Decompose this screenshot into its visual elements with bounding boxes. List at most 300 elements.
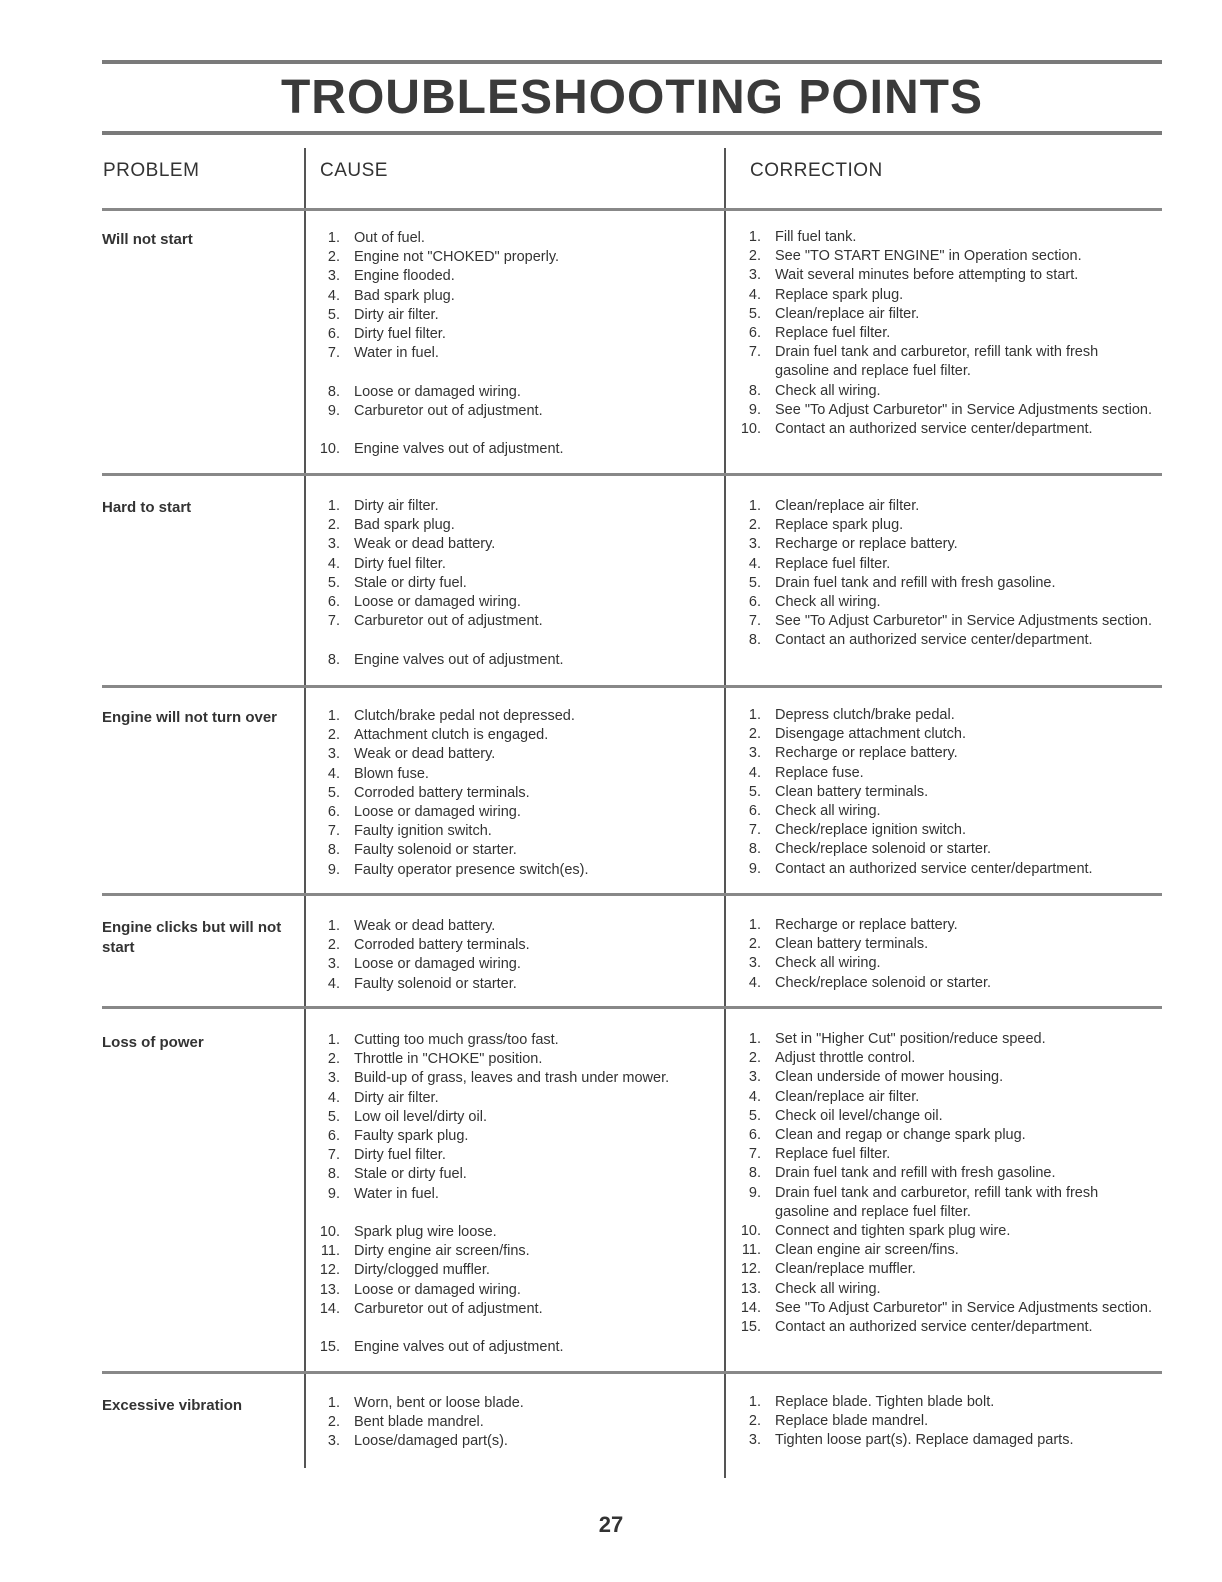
item-number: 2. [748, 248, 761, 265]
item-number: 3. [748, 536, 761, 553]
item-number: 7. [748, 613, 761, 630]
item-number: 8. [748, 1165, 761, 1182]
list-item [733, 954, 1153, 973]
list-item [733, 1260, 1153, 1279]
item-text: See "To Adjust Carburetor" in Service Adjustments section. [775, 1299, 1153, 1316]
item-text: Worn, bent or loose blade. [354, 1395, 524, 1411]
item-number: 1. [327, 1032, 340, 1048]
item-text: Spark plug wire loose. [354, 1224, 497, 1241]
list-item [312, 440, 717, 459]
row-separator [102, 893, 1162, 896]
list-item [312, 917, 717, 936]
item-number: 2. [327, 727, 340, 744]
item-text: Throttle in "CHOKE" position. [354, 1051, 543, 1068]
item-text: Replace blade. Tighten blade bolt. [775, 1394, 995, 1410]
page-title: TROUBLESHOOTING POINTS [280, 71, 983, 124]
list-item [312, 955, 717, 974]
item-text: Water in fuel. [354, 1185, 439, 1202]
problem-will-not-start: Will not start [102, 231, 193, 248]
list-item [733, 1030, 1153, 1049]
list-item [312, 745, 717, 764]
list-item [733, 266, 1153, 285]
item-number: 6. [327, 1128, 340, 1145]
list-item [312, 803, 717, 822]
item-number: 5. [748, 574, 761, 591]
list-item [733, 1145, 1153, 1164]
item-number: 3. [327, 1433, 340, 1450]
item-number: 10. [740, 1223, 761, 1240]
item-text: Loose/damaged part(s). [354, 1433, 508, 1450]
problem-hard-to-start: Hard to start [102, 499, 192, 516]
item-text: Stale or dirty fuel. [354, 574, 467, 591]
title-rule [102, 131, 1162, 135]
item-text: Drain fuel tank and refill with fresh gasoline. [775, 1165, 1056, 1182]
list-item [733, 574, 1153, 593]
list-item [312, 1050, 717, 1069]
item-text: Loose or damaged wiring. [354, 956, 521, 973]
item-number: 7. [327, 823, 340, 840]
item-number: 6. [327, 594, 340, 611]
item-number: 7. [327, 613, 340, 630]
list-item [733, 1412, 1153, 1431]
list-item [312, 1108, 717, 1127]
list-item [312, 344, 717, 363]
item-number: 5. [748, 783, 761, 800]
item-number: 10. [740, 421, 761, 438]
row-separator [102, 685, 1162, 688]
item-number: 14. [740, 1299, 761, 1316]
item-number: 1. [748, 1031, 761, 1047]
item-number: 10. [319, 1224, 340, 1241]
list-item [312, 497, 717, 516]
item-text: Faulty spark plug. [354, 1128, 469, 1145]
list-item [733, 247, 1153, 266]
item-text: Clean engine air screen/fins. [775, 1242, 959, 1259]
item-number: 6. [748, 1127, 761, 1144]
list-item [733, 821, 1153, 840]
item-text: Drain fuel tank and carburetor, refill tank with fresh gasoline and replace fuel filter. [775, 344, 1099, 380]
list-item [733, 516, 1153, 535]
item-text: Engine valves out of adjustment. [354, 441, 564, 458]
list-item [733, 1280, 1153, 1299]
list-item [312, 287, 717, 306]
item-number: 15. [319, 1339, 340, 1356]
item-number: 6. [748, 594, 761, 611]
list-item [733, 324, 1153, 343]
item-number: 5. [748, 305, 761, 322]
list-item [312, 1146, 717, 1165]
item-text: Faulty solenoid or starter. [354, 975, 517, 992]
item-number: 4. [327, 555, 340, 572]
list-item [312, 1185, 717, 1204]
list-item [733, 1164, 1153, 1183]
item-number: 1. [748, 498, 761, 514]
list-item [733, 725, 1153, 744]
item-text: See "To Adjust Carburetor" in Service Adjustments section. [775, 401, 1153, 418]
list-item [733, 706, 1153, 725]
item-number: 9. [748, 1184, 761, 1201]
list-item [312, 1031, 717, 1050]
item-number: 2. [748, 726, 761, 743]
item-text: Check all wiring. [775, 1280, 881, 1297]
problem-engine-will-not-turn-over: Engine will not turn over [102, 709, 278, 726]
item-text: Bad spark plug. [354, 517, 455, 534]
list-item [312, 516, 717, 535]
row-separator [102, 1371, 1162, 1374]
problem-engine-clicks: Engine clicks but will not start [102, 919, 282, 956]
item-text: Blown fuse. [354, 765, 429, 782]
item-number: 2. [748, 517, 761, 534]
item-number: 1. [327, 498, 340, 514]
header-correction: CORRECTION [750, 160, 883, 181]
item-number: 9. [327, 1185, 340, 1202]
item-text: Check/replace solenoid or starter. [775, 974, 991, 991]
item-text: Low oil level/dirty oil. [354, 1108, 487, 1125]
item-number: 9. [748, 860, 761, 877]
item-text: Clean underside of mower housing. [775, 1069, 1004, 1086]
item-text: Water in fuel. [354, 345, 439, 362]
item-number: 15. [740, 1319, 761, 1336]
list-item [312, 612, 717, 631]
correction-list [733, 1393, 1153, 1451]
list-item [312, 574, 717, 593]
item-number: 3. [748, 955, 761, 972]
item-text: Weak or dead battery. [354, 746, 496, 763]
item-number: 2. [327, 249, 340, 266]
item-number: 4. [327, 765, 340, 782]
list-item [312, 555, 717, 574]
list-item [733, 916, 1153, 935]
list-item [733, 1318, 1153, 1337]
correction-list [733, 228, 1153, 439]
item-text: Carburetor out of adjustment. [354, 1300, 543, 1317]
item-text: Replace spark plug. [775, 517, 904, 534]
correction-list [733, 1030, 1153, 1337]
item-number: 7. [748, 822, 761, 839]
item-number: 12. [740, 1261, 761, 1278]
item-number: 13. [319, 1281, 340, 1298]
list-item [312, 248, 717, 267]
item-number: 5. [327, 574, 340, 591]
item-text: Dirty/clogged muffler. [354, 1262, 490, 1279]
item-number: 3. [327, 268, 340, 285]
item-text: Out of fuel. [354, 230, 425, 246]
item-number: 7. [748, 344, 761, 361]
list-item [733, 1107, 1153, 1126]
item-text: Contact an authorized service center/department. [775, 421, 1093, 438]
cause-list [312, 917, 717, 994]
item-text: Engine valves out of adjustment. [354, 651, 564, 668]
item-text: Recharge or replace battery. [775, 745, 958, 762]
item-number: 5. [748, 1107, 761, 1124]
item-number: 5. [327, 306, 340, 323]
item-number: 1. [748, 229, 761, 245]
item-number: 2. [327, 517, 340, 534]
list-item [733, 631, 1153, 650]
item-number: 7. [748, 1146, 761, 1163]
item-text: Recharge or replace battery. [775, 536, 958, 553]
correction-list [733, 916, 1153, 993]
list-item [733, 1049, 1153, 1068]
divider-cause [304, 148, 306, 1468]
item-text: Check all wiring. [775, 594, 881, 611]
item-number: 3. [327, 536, 340, 553]
item-number: 3. [327, 746, 340, 763]
header-cause: CAUSE [320, 160, 388, 181]
item-text: Replace spark plug. [775, 286, 904, 303]
list-item [312, 1300, 717, 1319]
list-item [312, 325, 717, 344]
list-item [733, 497, 1153, 516]
item-number: 9. [748, 401, 761, 418]
list-item [312, 936, 717, 955]
item-text: Replace fuel filter. [775, 325, 891, 342]
item-number: 5. [327, 1108, 340, 1125]
divider-correction [724, 148, 726, 1478]
item-number: 5. [327, 784, 340, 801]
item-text: Replace blade mandrel. [775, 1413, 929, 1430]
item-number: 7. [327, 1147, 340, 1164]
item-text: Loose or damaged wiring. [354, 594, 521, 611]
list-item [733, 555, 1153, 574]
list-item [733, 401, 1153, 420]
list-item [733, 1068, 1153, 1087]
item-text: Check all wiring. [775, 382, 881, 399]
item-number: 7. [327, 345, 340, 362]
item-text: Dirty fuel filter. [354, 555, 446, 572]
item-number: 1. [327, 918, 340, 934]
cause-list [312, 497, 717, 670]
correction-list [733, 497, 1153, 651]
row-separator [102, 208, 1162, 211]
item-text: Loose or damaged wiring. [354, 1281, 521, 1298]
item-text: Contact an authorized service center/department. [775, 860, 1093, 877]
item-number: 1. [748, 1394, 761, 1410]
list-item [733, 420, 1153, 439]
list-item [733, 612, 1153, 631]
list-item [733, 1088, 1153, 1107]
item-number: 8. [748, 841, 761, 858]
list-item [733, 228, 1153, 247]
item-text: Engine not "CHOKED" properly. [354, 249, 560, 266]
item-text: Corroded battery terminals. [354, 784, 530, 801]
item-text: Check oil level/change oil. [775, 1107, 943, 1124]
list-item [733, 1431, 1153, 1450]
list-item [312, 822, 717, 841]
item-number: 9. [327, 861, 340, 878]
item-text: Build-up of grass, leaves and trash under mower. [354, 1070, 670, 1087]
item-number: 9. [327, 402, 340, 419]
item-number: 8. [327, 1166, 340, 1183]
item-number: 8. [327, 651, 340, 668]
list-item [312, 861, 717, 880]
item-text: Clutch/brake pedal not depressed. [354, 708, 575, 724]
item-number: 1. [327, 1395, 340, 1411]
list-item [312, 1432, 717, 1451]
list-item [733, 935, 1153, 954]
item-number: 3. [327, 956, 340, 973]
item-text: Dirty fuel filter. [354, 326, 446, 343]
item-text: Clean and regap or change spark plug. [775, 1127, 1026, 1144]
item-text: Wait several minutes before attempting to start. [775, 267, 1079, 284]
list-item [733, 840, 1153, 859]
item-text: Engine valves out of adjustment. [354, 1339, 564, 1356]
item-number: 3. [748, 267, 761, 284]
list-item [312, 1413, 717, 1432]
list-item [733, 1241, 1153, 1260]
item-number: 3. [748, 1432, 761, 1449]
list-item [733, 286, 1153, 305]
list-item [312, 1394, 717, 1413]
item-number: 8. [748, 382, 761, 399]
item-number: 8. [327, 383, 340, 400]
item-text: Drain fuel tank and carburetor, refill tank with fresh gasoline and replace fuel filter. [775, 1184, 1099, 1220]
item-number: 1. [327, 708, 340, 724]
item-number: 3. [748, 1069, 761, 1086]
list-item [733, 593, 1153, 612]
list-item [733, 974, 1153, 993]
row-separator [102, 1006, 1162, 1009]
list-item [733, 1222, 1153, 1241]
item-number: 4. [748, 555, 761, 572]
item-text: Engine flooded. [354, 268, 455, 285]
item-text: Weak or dead battery. [354, 536, 496, 553]
item-number: 8. [748, 632, 761, 649]
item-text: See "To Adjust Carburetor" in Service Adjustments section. [775, 613, 1153, 630]
item-text: Drain fuel tank and refill with fresh gasoline. [775, 574, 1056, 591]
item-text: Weak or dead battery. [354, 918, 496, 934]
list-item [312, 267, 717, 286]
item-text: Depress clutch/brake pedal. [775, 707, 955, 723]
item-text: See "TO START ENGINE" in Operation section. [775, 248, 1082, 265]
item-text: Bent blade mandrel. [354, 1414, 484, 1431]
item-text: Clean/replace air filter. [775, 1088, 920, 1105]
row-separator [102, 473, 1162, 476]
list-item [312, 383, 717, 402]
item-text: Clean/replace air filter. [775, 305, 920, 322]
item-number: 4. [748, 286, 761, 303]
item-text: Check all wiring. [775, 803, 881, 820]
list-item [312, 765, 717, 784]
list-item [312, 306, 717, 325]
list-item [312, 1089, 717, 1108]
list-item [312, 1069, 717, 1088]
item-number: 4. [748, 764, 761, 781]
item-number: 4. [748, 1088, 761, 1105]
item-number: 4. [327, 287, 340, 304]
list-item [733, 802, 1153, 821]
problem-loss-of-power: Loss of power [102, 1034, 204, 1051]
list-item [733, 382, 1153, 401]
item-number: 6. [748, 803, 761, 820]
item-number: 6. [327, 326, 340, 343]
list-item [733, 860, 1153, 879]
list-item [312, 707, 717, 726]
item-number: 4. [748, 974, 761, 991]
list-item [312, 1261, 717, 1280]
item-text: Connect and tighten spark plug wire. [775, 1223, 1011, 1240]
list-item [312, 1127, 717, 1146]
item-text: Attachment clutch is engaged. [354, 727, 549, 744]
list-item [733, 783, 1153, 802]
item-number: 6. [748, 325, 761, 342]
list-item [312, 229, 717, 248]
item-text: Check/replace solenoid or starter. [775, 841, 991, 858]
item-text: Faulty solenoid or starter. [354, 842, 517, 859]
item-text: Dirty air filter. [354, 1089, 439, 1106]
item-text: Cutting too much grass/too fast. [354, 1032, 559, 1048]
page-number: 27 [598, 1512, 624, 1537]
item-text: Clean battery terminals. [775, 783, 929, 800]
item-text: Adjust throttle control. [775, 1050, 916, 1067]
list-item [312, 651, 717, 670]
list-item [733, 535, 1153, 554]
item-number: 14. [319, 1300, 340, 1317]
item-number: 3. [327, 1070, 340, 1087]
item-text: Dirty fuel filter. [354, 1147, 446, 1164]
top-rule [102, 60, 1162, 64]
list-item [733, 1393, 1153, 1412]
list-item [733, 1126, 1153, 1145]
problem-excessive-vibration: Excessive vibration [102, 1397, 243, 1414]
item-text: Clean battery terminals. [775, 936, 929, 953]
item-text: Contact an authorized service center/department. [775, 632, 1093, 649]
cause-list [312, 1394, 717, 1452]
item-text: Clean/replace air filter. [775, 498, 920, 514]
cause-list [312, 1031, 717, 1357]
item-text: Bad spark plug. [354, 287, 455, 304]
item-text: Loose or damaged wiring. [354, 383, 521, 400]
list-item [312, 841, 717, 860]
item-number: 8. [327, 842, 340, 859]
list-item [312, 726, 717, 745]
list-item [312, 1165, 717, 1184]
list-item [733, 305, 1153, 324]
list-item [733, 343, 1153, 381]
correction-list [733, 706, 1153, 879]
list-item [312, 402, 717, 421]
item-number: 1. [327, 230, 340, 246]
item-text: Recharge or replace battery. [775, 917, 958, 933]
item-text: Clean/replace muffler. [775, 1261, 916, 1278]
item-number: 11. [741, 1242, 761, 1259]
item-text: Disengage attachment clutch. [775, 726, 967, 743]
item-number: 6. [327, 804, 340, 821]
list-item [312, 784, 717, 803]
item-number: 1. [748, 917, 761, 933]
item-number: 4. [327, 975, 340, 992]
item-number: 13. [740, 1280, 761, 1297]
item-text: Contact an authorized service center/department. [775, 1319, 1093, 1336]
list-item [312, 593, 717, 612]
item-number: 10. [319, 441, 340, 458]
item-number: 11. [320, 1243, 340, 1260]
item-text: Stale or dirty fuel. [354, 1166, 467, 1183]
item-number: 12. [319, 1262, 340, 1279]
item-text: Replace fuel filter. [775, 555, 891, 572]
item-text: Loose or damaged wiring. [354, 804, 521, 821]
item-number: 2. [327, 1414, 340, 1431]
cause-list [312, 707, 717, 880]
list-item [312, 1242, 717, 1261]
item-text: Fill fuel tank. [775, 229, 857, 245]
item-text: Carburetor out of adjustment. [354, 613, 543, 630]
item-text: Set in "Higher Cut" position/reduce speed. [775, 1031, 1046, 1047]
cause-list [312, 229, 717, 459]
item-text: Dirty air filter. [354, 306, 439, 323]
item-number: 2. [748, 936, 761, 953]
list-item [312, 975, 717, 994]
